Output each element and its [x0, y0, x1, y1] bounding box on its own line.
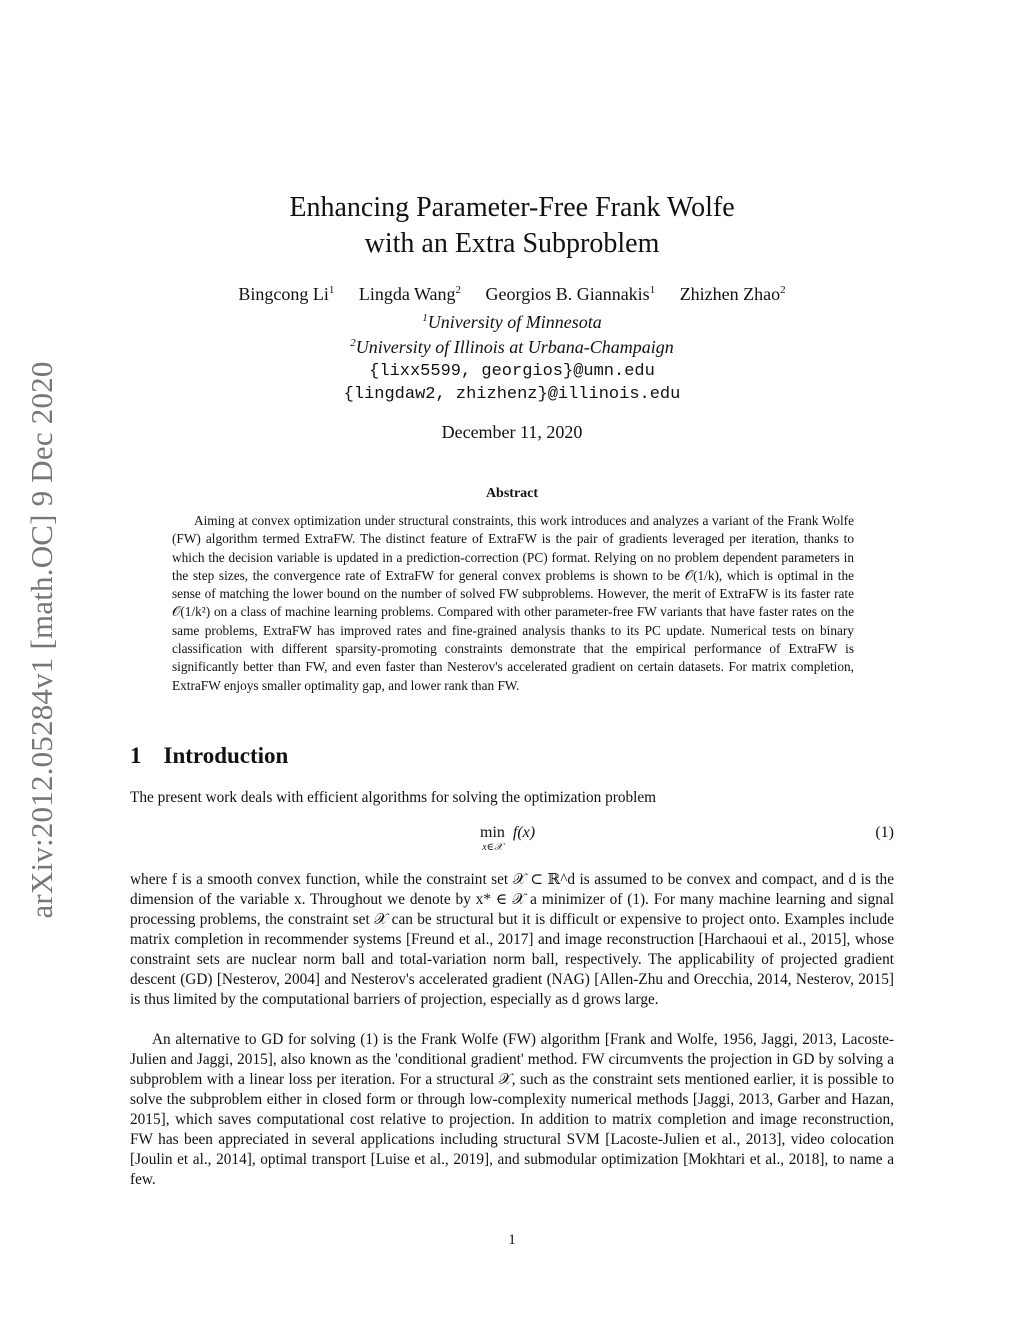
author-list	[0, 284, 1024, 305]
equation-1	[130, 824, 894, 854]
author: Bingcong Li$^1$	[238, 284, 335, 304]
section-number: 1	[130, 743, 142, 768]
author: Zhizhen Zhao$^2$	[679, 284, 786, 304]
title-line-1: Enhancing Parameter-Free Frank Wolfe	[289, 192, 735, 223]
paper-title	[0, 190, 1024, 262]
equation-operator: min x∈𝒳	[480, 824, 505, 853]
affiliation: $^1$University of Minnesota	[422, 312, 602, 332]
title-line-2: with an Extra Subproblem	[364, 228, 660, 259]
equation-number: (1)	[875, 824, 894, 841]
section-title: Introduction	[163, 743, 289, 768]
author: Lingda Wang$^2$	[358, 284, 462, 304]
abstract-body: Aiming at convex optimization under structural constraints, this work introduces and analyzes a variant of the Frank Wolfe (FW) algorithm termed ExtraFW. The distinct feature of ExtraFW is the pair of gradients leveraged per iteration, thanks to which the decision variable is updated in a prediction-correction (PC) format. Relying on no problem dependent parameters in the step sizes, the convergence rate of ExtraFW for general convex problems is shown to be 𝒪(1/k), which is optimal in the sense of matching the lower bound on the number of solved FW subproblems. However, the merit of ExtraFW is its faster rate 𝒪(1/k²) on a class of machine learning problems. Compared with other parameter-free FW variants that have faster rates on the same problems, ExtraFW has improved rates and fine-grained analysis thanks to its PC update. Numerical tests on binary classification with different sparsity-promoting constraints demonstrate that the empirical performance of ExtraFW is significantly better than FW, and even faster than Nesterov's accelerated gradient on certain datasets. For matrix completion, ExtraFW enjoys smaller optimality gap, and lower rank than FW.	[172, 513, 854, 693]
body-paragraph: where f is a smooth convex function, while the constraint set 𝒳 ⊂ ℝ^d is assumed to be convex and compact, and d is the dimension of the variable x. Throughout we denote by x* ∈ 𝒳 a minimizer of (1). For many machine learning and signal processing problems, the constraint set 𝒳 can be structural but it is difficult or expensive to project onto. Examples include matrix completion in recommender systems [Freund et al., 2017] and image reconstruction [Harchaoui et al., 2015], whose constraint sets are nuclear norm ball and total-variation norm ball, respectively. The applicability of projected gradient descent (GD) [Nesterov, 2004] and Nesterov's accelerated gradient (NAG) [Allen-Zhu and Orecchia, 2014, Nesterov, 2015] is thus limited by the computational barriers of projection, especially as d grows large.	[130, 871, 894, 1008]
abstract-heading: Abstract	[485, 486, 539, 501]
publication-date: December 11, 2020	[441, 422, 583, 442]
arxiv-identifier: arXiv:2012.05284v1 [math.OC] 9 Dec 2020	[24, 361, 59, 919]
page-number: 1	[508, 1232, 516, 1248]
intro-sentence: The present work deals with efficient algorithms for solving the optimization problem	[130, 789, 657, 806]
author: Georgios B. Giannakis$^1$	[485, 284, 656, 304]
email-line: {lixx5599, georgios}@umn.edu	[369, 362, 655, 381]
section-heading	[130, 743, 288, 769]
equation-expression: f(x)	[512, 824, 536, 841]
body-paragraph: An alternative to GD for solving (1) is the Frank Wolfe (FW) algorithm [Frank and Wolfe, 1956, Jaggi, 2013, Lacoste-Julien and Jaggi, 2015], also known as the 'conditional gradient' method. FW circumvents the projection in GD by solving a subproblem with a linear loss per iteration. For a structural 𝒳, such as the constraint sets mentioned earlier, it is possible to solve the subproblem either in closed form or through low-complexity numerical methods [Jaggi, 2013, Garber and Hazan, 2015], which saves computational cost relative to projection. In addition to matrix completion and image reconstruction, FW has been appreciated in several applications including structural SVM [Lacoste-Julien et al., 2013], video colocation [Joulin et al., 2014], optimal transport [Luise et al., 2019], and submodular optimization [Mokhtari et al., 2018], to name a few.	[130, 1031, 894, 1188]
affiliation: $^2$University of Illinois at Urbana-Champaign	[350, 337, 674, 357]
email-line: {lingdaw2, zhizhenz}@illinois.edu	[343, 385, 681, 404]
